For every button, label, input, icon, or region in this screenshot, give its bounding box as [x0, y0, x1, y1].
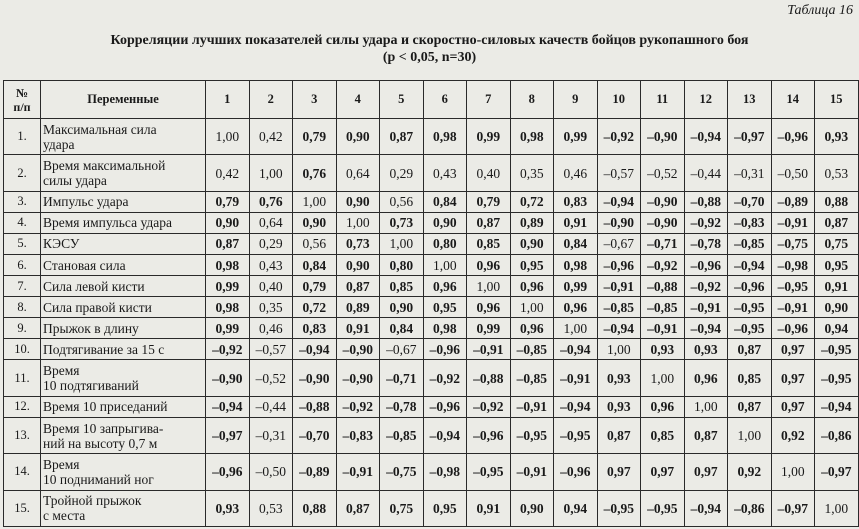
correlation-value: –0,94 — [206, 396, 250, 417]
correlation-value: –0,75 — [771, 233, 815, 254]
correlation-value: –0,96 — [771, 318, 815, 339]
correlation-value: 0,89 — [336, 297, 380, 318]
correlation-value: –0,70 — [728, 191, 772, 212]
row-number: 15. — [4, 490, 41, 526]
correlation-value: –0,92 — [206, 339, 250, 360]
correlation-value: 0,87 — [815, 212, 859, 233]
correlation-value: –0,97 — [206, 417, 250, 453]
table-row — [4, 318, 859, 339]
correlation-value: –0,90 — [641, 212, 685, 233]
correlation-value: 0,96 — [641, 396, 685, 417]
correlation-value: 0,93 — [684, 339, 728, 360]
correlation-value: –0,91 — [467, 339, 511, 360]
correlation-value: 0,93 — [815, 119, 859, 155]
correlation-value: 0,96 — [684, 360, 728, 396]
correlation-value: –0,97 — [771, 490, 815, 526]
correlation-value: 0,83 — [293, 318, 337, 339]
correlation-value: 0,46 — [554, 155, 598, 191]
row-number: 12. — [4, 396, 41, 417]
variable-name: Тройной прыжок с места — [41, 490, 206, 526]
correlation-value: –0,94 — [728, 254, 772, 275]
title-line-2: (p < 0,05, n=30) — [382, 50, 477, 65]
header-num: № п/п — [4, 81, 41, 119]
correlation-value: –0,44 — [684, 155, 728, 191]
correlation-value: 0,96 — [510, 318, 554, 339]
correlation-value: –0,97 — [728, 119, 772, 155]
correlation-value: 0,84 — [554, 233, 598, 254]
correlation-value: 0,56 — [293, 233, 337, 254]
row-number: 6. — [4, 254, 41, 275]
correlation-value: 0,87 — [728, 396, 772, 417]
correlation-value: 1,00 — [380, 233, 424, 254]
correlation-value: 0,99 — [467, 318, 511, 339]
correlation-value: 1,00 — [206, 119, 250, 155]
correlation-value: 0,43 — [423, 155, 467, 191]
correlation-value: –0,67 — [380, 339, 424, 360]
correlation-value: 1,00 — [641, 360, 685, 396]
correlation-value: –0,95 — [554, 417, 598, 453]
correlation-value: 0,97 — [771, 339, 815, 360]
correlation-value: –0,85 — [597, 297, 641, 318]
correlation-value: 0,99 — [554, 119, 598, 155]
correlation-value: 0,73 — [380, 212, 424, 233]
correlation-value: –0,96 — [597, 254, 641, 275]
correlation-value: –0,90 — [597, 212, 641, 233]
correlation-value: 0,92 — [728, 454, 772, 490]
correlation-value: –0,57 — [249, 339, 293, 360]
correlation-value: 0,94 — [554, 490, 598, 526]
correlation-value: –0,91 — [510, 454, 554, 490]
correlation-value: –0,57 — [597, 155, 641, 191]
correlation-value: 0,95 — [510, 254, 554, 275]
correlation-value: 0,90 — [510, 233, 554, 254]
correlation-value: –0,90 — [336, 339, 380, 360]
correlation-value: –0,95 — [815, 339, 859, 360]
correlation-value: 0,35 — [249, 297, 293, 318]
correlation-value: –0,88 — [641, 276, 685, 297]
correlation-value: 0,99 — [554, 276, 598, 297]
row-number: 4. — [4, 212, 41, 233]
correlation-value: 1,00 — [554, 318, 598, 339]
correlation-value: –0,96 — [728, 276, 772, 297]
table-row — [4, 233, 859, 254]
correlation-value: –0,92 — [597, 119, 641, 155]
correlation-value: 0,64 — [249, 212, 293, 233]
table-row — [4, 360, 859, 396]
correlation-value: 1,00 — [467, 276, 511, 297]
title-line-1: Корреляции лучших показателей силы удара и скоростно-силовых качеств бойцов рукопашного боя — [110, 33, 749, 48]
correlation-value: 0,96 — [510, 276, 554, 297]
correlation-value: –0,95 — [467, 454, 511, 490]
correlation-value: –0,91 — [554, 360, 598, 396]
row-number: 13. — [4, 417, 41, 453]
correlation-value: 0,42 — [206, 155, 250, 191]
correlation-value: 1,00 — [249, 155, 293, 191]
variable-name: Время максимальной силы удара — [41, 155, 206, 191]
correlation-value: 1,00 — [684, 396, 728, 417]
table-row — [4, 212, 859, 233]
table-row — [4, 155, 859, 191]
correlation-value: –0,95 — [815, 360, 859, 396]
correlation-value: 0,90 — [510, 490, 554, 526]
correlation-value: 0,56 — [380, 191, 424, 212]
header-variables: Переменные — [41, 81, 206, 119]
variable-name: Подтягивание за 15 с — [41, 339, 206, 360]
correlation-value: 0,98 — [423, 318, 467, 339]
header-col-6: 6 — [423, 81, 467, 119]
correlation-value: 0,35 — [510, 155, 554, 191]
correlation-value: –0,52 — [641, 155, 685, 191]
header-col-5: 5 — [380, 81, 424, 119]
correlation-value: 0,90 — [423, 212, 467, 233]
correlation-value: –0,83 — [336, 417, 380, 453]
correlation-value: –0,90 — [206, 360, 250, 396]
correlation-value: –0,94 — [597, 318, 641, 339]
correlation-value: –0,71 — [641, 233, 685, 254]
correlation-value: 0,91 — [336, 318, 380, 339]
table-row — [4, 454, 859, 490]
correlation-value: 0,85 — [728, 360, 772, 396]
correlation-value: 0,53 — [249, 490, 293, 526]
table-row — [4, 276, 859, 297]
correlation-value: –0,91 — [336, 454, 380, 490]
correlation-value: 1,00 — [293, 191, 337, 212]
correlation-value: 0,88 — [815, 191, 859, 212]
correlation-value: 0,98 — [206, 297, 250, 318]
correlation-value: –0,92 — [684, 276, 728, 297]
correlation-value: –0,75 — [380, 454, 424, 490]
correlation-value: 0,43 — [249, 254, 293, 275]
correlation-value: 0,85 — [641, 417, 685, 453]
header-col-7: 7 — [467, 81, 511, 119]
correlation-value: –0,96 — [771, 119, 815, 155]
correlation-value: 0,40 — [249, 276, 293, 297]
correlation-value: 0,95 — [423, 490, 467, 526]
correlation-value: –0,91 — [771, 212, 815, 233]
correlation-value: –0,78 — [684, 233, 728, 254]
header-col-13: 13 — [728, 81, 772, 119]
row-number: 14. — [4, 454, 41, 490]
header-col-4: 4 — [336, 81, 380, 119]
correlation-value: 0,76 — [293, 155, 337, 191]
table-row — [4, 191, 859, 212]
variable-name: Максимальная сила удара — [41, 119, 206, 155]
correlation-value: 0,87 — [467, 212, 511, 233]
correlation-value: –0,70 — [293, 417, 337, 453]
correlation-value: 0,87 — [597, 417, 641, 453]
correlation-value: 0,87 — [206, 233, 250, 254]
correlation-value: 0,85 — [380, 276, 424, 297]
table-row — [4, 417, 859, 453]
correlation-value: 0,84 — [293, 254, 337, 275]
correlation-value: –0,85 — [641, 297, 685, 318]
row-number: 8. — [4, 297, 41, 318]
header-col-9: 9 — [554, 81, 598, 119]
correlation-value: –0,98 — [771, 254, 815, 275]
correlation-value: 0,93 — [597, 396, 641, 417]
correlation-value: –0,89 — [771, 191, 815, 212]
correlation-value: –0,97 — [815, 454, 859, 490]
correlation-value: 0,95 — [815, 254, 859, 275]
correlation-table — [3, 80, 859, 527]
correlation-value: –0,94 — [684, 490, 728, 526]
correlation-value: –0,85 — [380, 417, 424, 453]
correlation-value: –0,83 — [728, 212, 772, 233]
correlation-value: 1,00 — [510, 297, 554, 318]
correlation-value: 0,83 — [554, 191, 598, 212]
header-col-15: 15 — [815, 81, 859, 119]
correlation-value: 0,73 — [336, 233, 380, 254]
correlation-value: –0,91 — [641, 318, 685, 339]
correlation-value: 0,87 — [336, 490, 380, 526]
correlation-value: 1,00 — [597, 339, 641, 360]
table-row — [4, 339, 859, 360]
header-col-10: 10 — [597, 81, 641, 119]
row-number: 5. — [4, 233, 41, 254]
correlation-value: 0,95 — [423, 297, 467, 318]
correlation-value: –0,90 — [336, 360, 380, 396]
correlation-value: 0,75 — [815, 233, 859, 254]
correlation-value: 0,96 — [467, 254, 511, 275]
correlation-value: –0,92 — [467, 396, 511, 417]
header-row — [4, 81, 859, 119]
correlation-value: –0,96 — [423, 339, 467, 360]
correlation-value: 0,93 — [597, 360, 641, 396]
correlation-value: –0,94 — [684, 119, 728, 155]
correlation-value: 0,96 — [554, 297, 598, 318]
correlation-value: –0,85 — [728, 233, 772, 254]
correlation-value: –0,94 — [554, 339, 598, 360]
table-row — [4, 490, 859, 526]
correlation-value: 0,90 — [206, 212, 250, 233]
correlation-value: –0,95 — [771, 276, 815, 297]
table-row — [4, 396, 859, 417]
correlation-value: 0,85 — [467, 233, 511, 254]
correlation-value: –0,94 — [554, 396, 598, 417]
correlation-value: –0,31 — [249, 417, 293, 453]
header-col-1: 1 — [206, 81, 250, 119]
correlation-value: 0,88 — [293, 490, 337, 526]
correlation-value: 0,91 — [815, 276, 859, 297]
correlation-value: 0,99 — [467, 119, 511, 155]
correlation-value: –0,86 — [815, 417, 859, 453]
correlation-value: 1,00 — [336, 212, 380, 233]
correlation-value: 0,72 — [293, 297, 337, 318]
correlation-value: 0,90 — [815, 297, 859, 318]
correlation-value: 0,40 — [467, 155, 511, 191]
correlation-value: 0,90 — [380, 297, 424, 318]
correlation-value: 0,90 — [293, 212, 337, 233]
variable-name: Время 10 приседаний — [41, 396, 206, 417]
row-number: 11. — [4, 360, 41, 396]
correlation-value: 0,46 — [249, 318, 293, 339]
correlation-value: 0,94 — [815, 318, 859, 339]
variable-name: КЭСУ — [41, 233, 206, 254]
correlation-value: –0,92 — [684, 212, 728, 233]
correlation-value: 0,84 — [380, 318, 424, 339]
correlation-value: 0,96 — [467, 297, 511, 318]
variable-name: Время импульса удара — [41, 212, 206, 233]
correlation-value: 0,53 — [815, 155, 859, 191]
row-number: 1. — [4, 119, 41, 155]
row-number: 2. — [4, 155, 41, 191]
correlation-value: –0,31 — [728, 155, 772, 191]
correlation-value: –0,96 — [423, 396, 467, 417]
correlation-value: 0,93 — [206, 490, 250, 526]
row-number: 9. — [4, 318, 41, 339]
correlation-value: –0,88 — [293, 396, 337, 417]
correlation-value: 0,98 — [554, 254, 598, 275]
correlation-value: 0,80 — [423, 233, 467, 254]
correlation-value: –0,98 — [423, 454, 467, 490]
correlation-value: 0,84 — [423, 191, 467, 212]
correlation-value: –0,94 — [684, 318, 728, 339]
correlation-value: –0,94 — [293, 339, 337, 360]
header-col-14: 14 — [771, 81, 815, 119]
header-col-11: 11 — [641, 81, 685, 119]
variable-name: Время 10 подтягиваний — [41, 360, 206, 396]
row-number: 7. — [4, 276, 41, 297]
correlation-value: 0,29 — [249, 233, 293, 254]
table-row — [4, 297, 859, 318]
correlation-value: 0,93 — [641, 339, 685, 360]
variable-name: Сила правой кисти — [41, 297, 206, 318]
correlation-value: –0,96 — [554, 454, 598, 490]
table-row — [4, 119, 859, 155]
correlation-value: 0,91 — [554, 212, 598, 233]
correlation-value: –0,78 — [380, 396, 424, 417]
correlation-value: 0,72 — [510, 191, 554, 212]
correlation-value: –0,96 — [206, 454, 250, 490]
correlation-value: 0,87 — [336, 276, 380, 297]
table-body — [4, 119, 859, 527]
correlation-value: –0,88 — [684, 191, 728, 212]
correlation-value: –0,91 — [510, 396, 554, 417]
correlation-value: 0,90 — [336, 191, 380, 212]
correlation-value: –0,91 — [684, 297, 728, 318]
correlation-value: –0,44 — [249, 396, 293, 417]
correlation-value: –0,91 — [597, 276, 641, 297]
table-row — [4, 254, 859, 275]
correlation-value: 0,98 — [510, 119, 554, 155]
correlation-value: –0,94 — [423, 417, 467, 453]
correlation-value: –0,89 — [293, 454, 337, 490]
correlation-value: 0,42 — [249, 119, 293, 155]
correlation-value: –0,95 — [728, 297, 772, 318]
correlation-value: –0,95 — [641, 490, 685, 526]
correlation-value: 0,79 — [467, 191, 511, 212]
correlation-value: 0,91 — [467, 490, 511, 526]
header-col-8: 8 — [510, 81, 554, 119]
correlation-value: –0,50 — [249, 454, 293, 490]
correlation-value: –0,88 — [467, 360, 511, 396]
correlation-value: 0,75 — [380, 490, 424, 526]
correlation-value: –0,90 — [641, 191, 685, 212]
correlation-value: 0,97 — [641, 454, 685, 490]
header-col-12: 12 — [684, 81, 728, 119]
correlation-value: –0,95 — [597, 490, 641, 526]
correlation-value: –0,92 — [423, 360, 467, 396]
variable-name: Сила левой кисти — [41, 276, 206, 297]
correlation-value: 0,99 — [206, 318, 250, 339]
correlation-value: –0,67 — [597, 233, 641, 254]
table-title — [0, 32, 859, 66]
correlation-value: 0,29 — [380, 155, 424, 191]
correlation-value: 1,00 — [815, 490, 859, 526]
correlation-value: –0,71 — [380, 360, 424, 396]
correlation-value: –0,95 — [728, 318, 772, 339]
row-number: 10. — [4, 339, 41, 360]
correlation-value: –0,85 — [510, 360, 554, 396]
correlation-value: 0,80 — [380, 254, 424, 275]
row-number: 3. — [4, 191, 41, 212]
header-col-2: 2 — [249, 81, 293, 119]
correlation-value: –0,91 — [771, 297, 815, 318]
variable-name: Время 10 подниманий ног — [41, 454, 206, 490]
variable-name: Становая сила — [41, 254, 206, 275]
correlation-value: 0,87 — [684, 417, 728, 453]
correlation-value: –0,95 — [510, 417, 554, 453]
correlation-value: 0,90 — [336, 254, 380, 275]
correlation-value: 0,97 — [684, 454, 728, 490]
correlation-value: 1,00 — [423, 254, 467, 275]
correlation-value: 0,97 — [771, 396, 815, 417]
correlation-value: 0,87 — [380, 119, 424, 155]
correlation-value: 0,99 — [206, 276, 250, 297]
correlation-value: 0,90 — [336, 119, 380, 155]
correlation-value: –0,90 — [293, 360, 337, 396]
correlation-value: 0,79 — [206, 191, 250, 212]
correlation-value: –0,94 — [597, 191, 641, 212]
correlation-value: –0,50 — [771, 155, 815, 191]
correlation-value: 0,64 — [336, 155, 380, 191]
correlation-value: 0,79 — [293, 276, 337, 297]
correlation-value: 0,97 — [597, 454, 641, 490]
correlation-value: 0,97 — [771, 360, 815, 396]
correlation-value: 1,00 — [771, 454, 815, 490]
correlation-value: –0,85 — [510, 339, 554, 360]
correlation-value: –0,96 — [467, 417, 511, 453]
correlation-value: –0,52 — [249, 360, 293, 396]
correlation-value: 0,76 — [249, 191, 293, 212]
correlation-value: 1,00 — [728, 417, 772, 453]
correlation-value: –0,92 — [641, 254, 685, 275]
correlation-value: –0,86 — [728, 490, 772, 526]
correlation-value: 0,98 — [423, 119, 467, 155]
correlation-value: –0,90 — [641, 119, 685, 155]
correlation-value: 0,92 — [771, 417, 815, 453]
correlation-value: –0,96 — [684, 254, 728, 275]
correlation-value: 0,79 — [293, 119, 337, 155]
variable-name: Импульс удара — [41, 191, 206, 212]
header-col-3: 3 — [293, 81, 337, 119]
variable-name: Время 10 запрыгива- ний на высоту 0,7 м — [41, 417, 206, 453]
correlation-value: –0,94 — [815, 396, 859, 417]
table-number: Таблица 16 — [787, 3, 853, 18]
correlation-value: 0,96 — [423, 276, 467, 297]
correlation-value: 0,89 — [510, 212, 554, 233]
correlation-value: –0,92 — [336, 396, 380, 417]
variable-name: Прыжок в длину — [41, 318, 206, 339]
correlation-value: 0,98 — [206, 254, 250, 275]
correlation-value: 0,87 — [728, 339, 772, 360]
